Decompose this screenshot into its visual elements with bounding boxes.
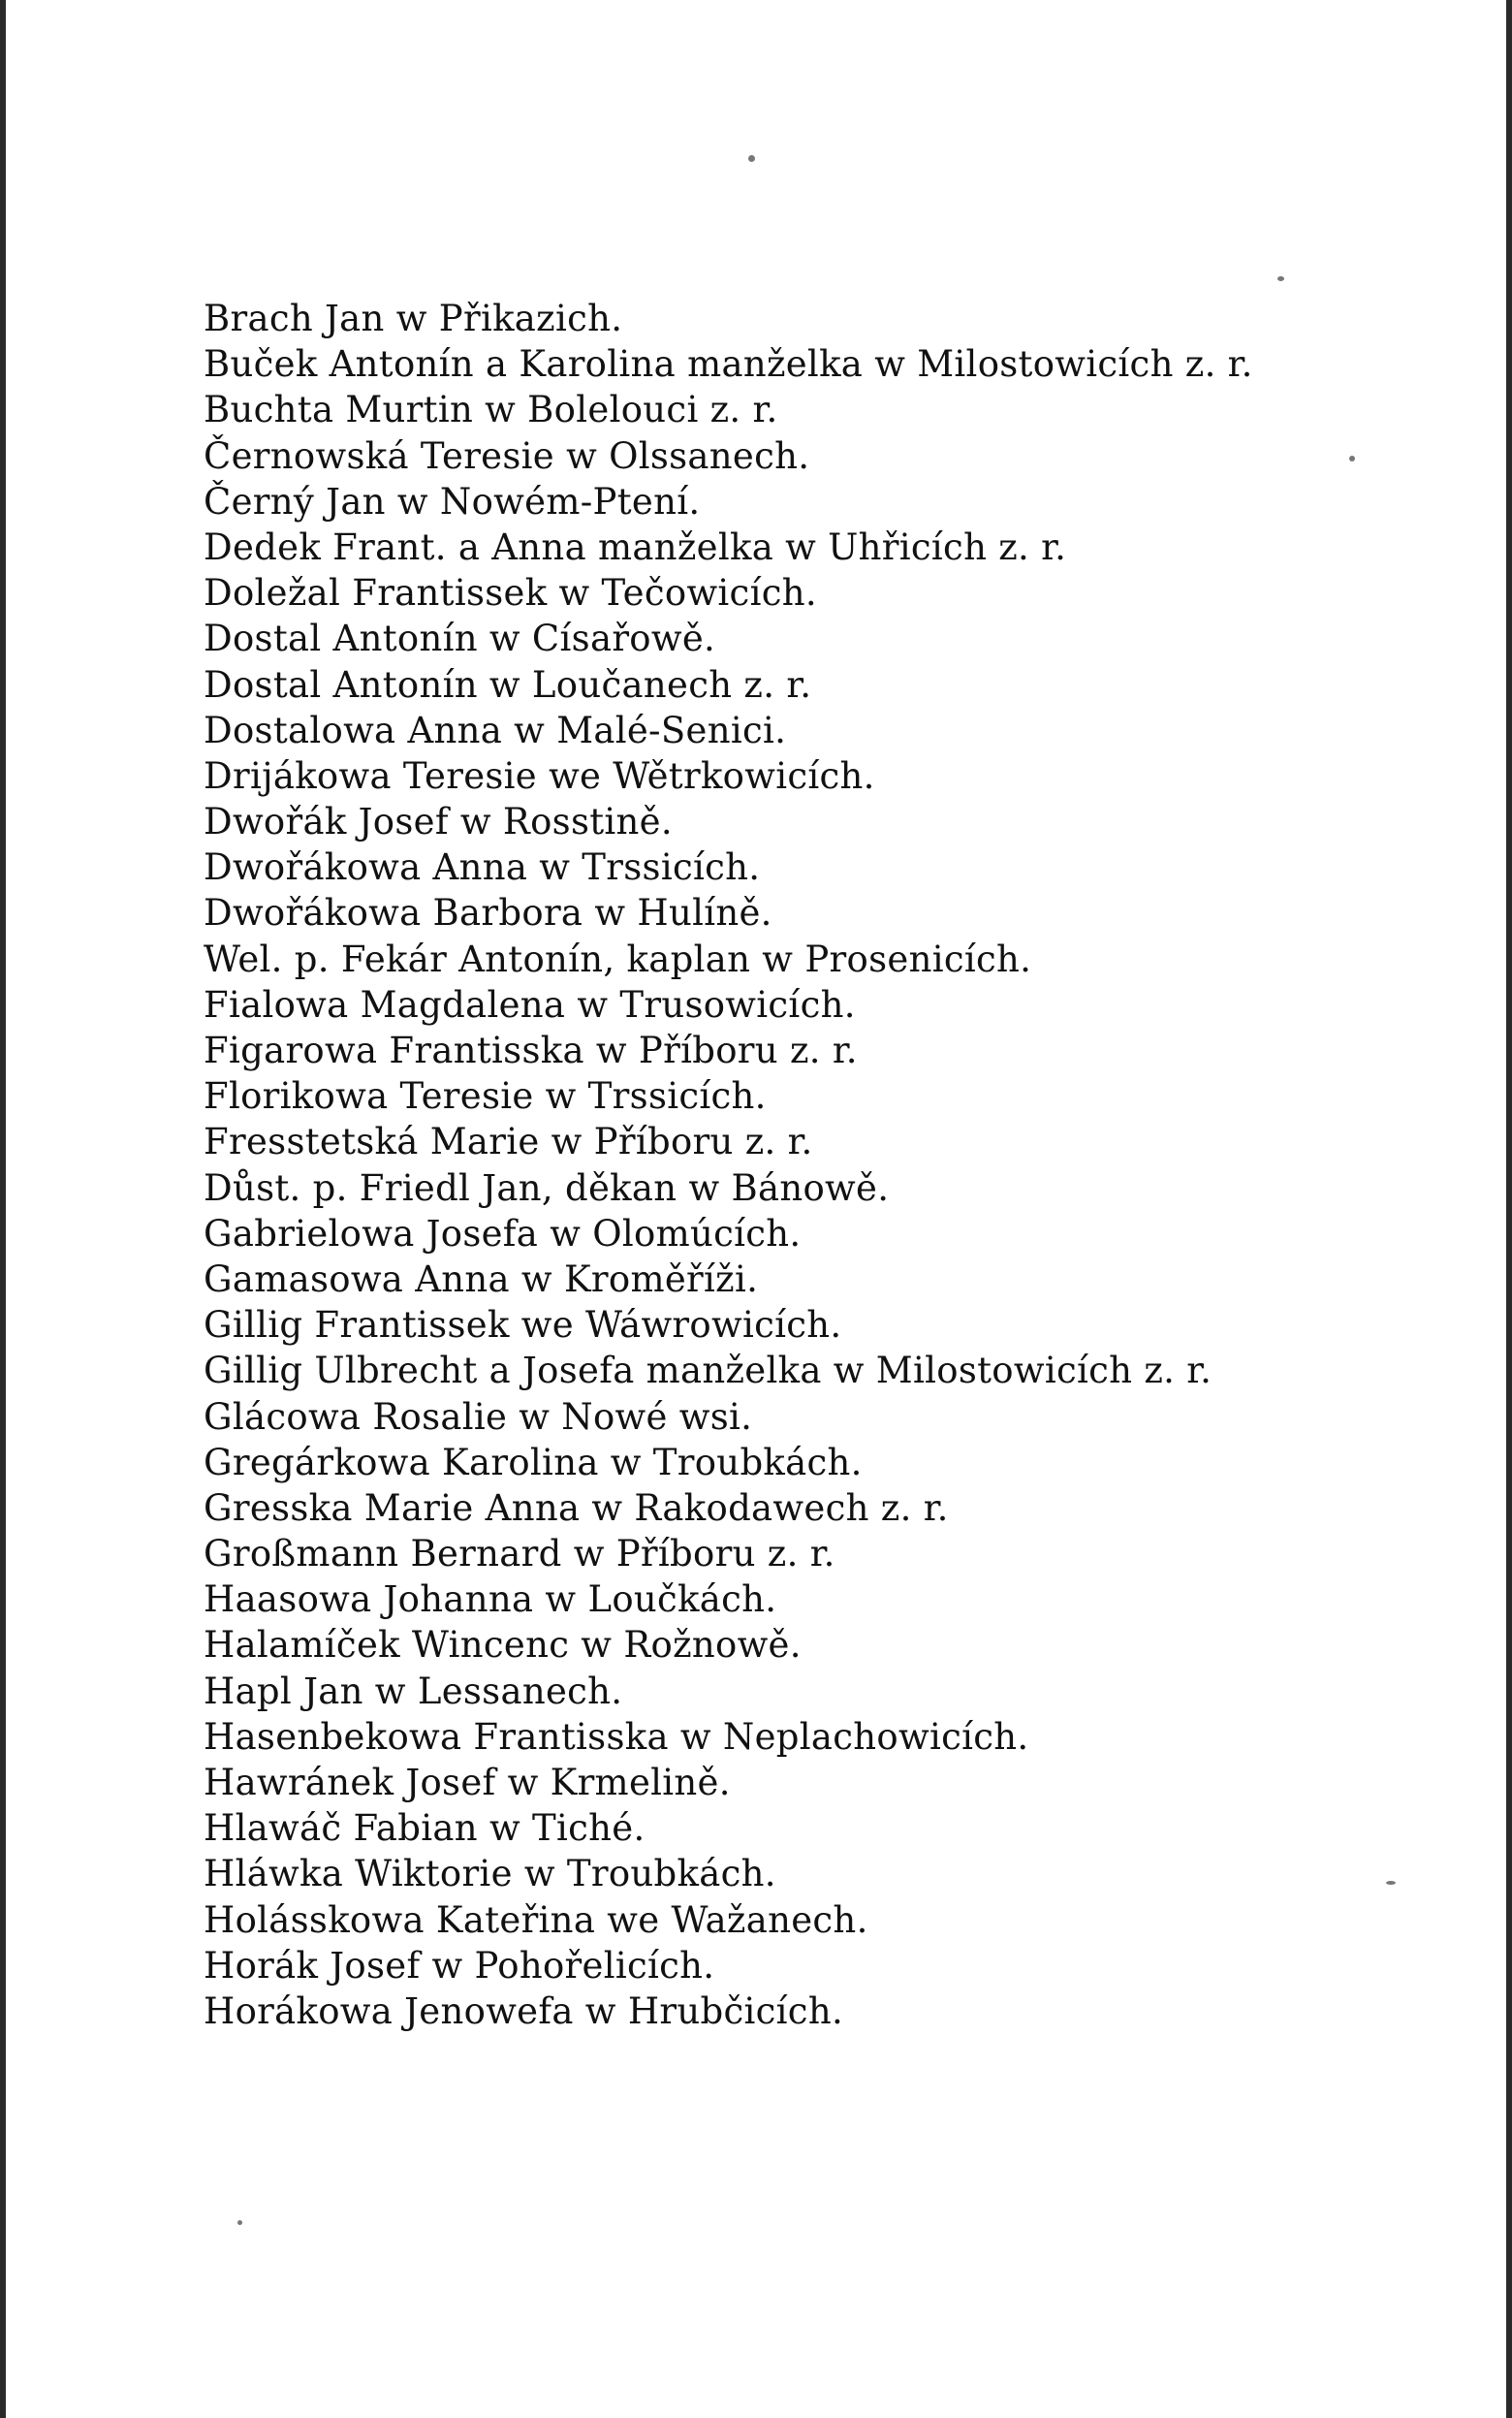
- list-item: Brach Jan w Přikazich.: [204, 298, 623, 339]
- list-item: Großmann Bernard w Příboru z. r.: [204, 1533, 835, 1575]
- list-item: Dostal Antonín w Císařowě.: [204, 618, 716, 660]
- subscriber-list: [204, 296, 1367, 2034]
- print-speck: [237, 2220, 242, 2225]
- list-item: Gamasowa Anna w Kroměříži.: [204, 1257, 759, 1300]
- print-speck: [1277, 276, 1284, 281]
- list-item: Halamíček Wincenc w Rožnowě.: [204, 1624, 802, 1667]
- list-item: Hlawáč Fabian w Tiché.: [204, 1807, 646, 1850]
- list-item: Doležal Frantissek w Tečowicích.: [204, 572, 817, 615]
- list-item: Gresska Marie Anna w Rakodawech z. r.: [204, 1486, 949, 1529]
- list-item: Glácowa Rosalie w Nowé wsi.: [204, 1395, 753, 1438]
- list-item: Gillig Frantissek we Wáwrowicích.: [204, 1304, 842, 1347]
- list-item: Dostalowa Anna w Malé-Senici.: [204, 709, 787, 751]
- list-item: Buček Antonín a Karolina manželka w Milostowicích z. r.: [204, 343, 1253, 386]
- list-item: Horákowa Jenowefa w Hrubčicích.: [204, 1989, 844, 2032]
- list-item: Holásskowa Kateřina we Wažanech.: [204, 1898, 868, 1941]
- list-item: Figarowa Frantisska w Příboru z. r.: [204, 1030, 858, 1071]
- list-item: Dwořákowa Barbora w Hulíně.: [204, 892, 772, 935]
- list-item: Hasenbekowa Frantisska w Neplachowicích.: [204, 1715, 1029, 1758]
- print-speck: [748, 155, 755, 162]
- list-item: Hapl Jan w Lessanech.: [204, 1670, 623, 1712]
- list-item: Florikowa Teresie w Trssicích.: [204, 1075, 767, 1118]
- list-item: Buchta Murtin w Bolelouci z. r.: [204, 389, 778, 431]
- list-item: Horák Josef w Pohořelicích.: [204, 1944, 715, 1987]
- print-speck: [1386, 1881, 1396, 1885]
- list-item: Důst. p. Friedl Jan, děkan w Bánowě.: [204, 1166, 890, 1209]
- list-item: Drijákowa Teresie we Wětrkowicích.: [204, 754, 875, 797]
- list-item: Fresstetská Marie w Příboru z. r.: [204, 1121, 813, 1163]
- list-item: Gillig Ulbrecht a Josefa manželka w Milostowicích z. r.: [204, 1350, 1213, 1392]
- list-item: Hláwka Wiktorie w Troubkách.: [204, 1853, 776, 1895]
- list-item: Gregárkowa Karolina w Troubkách.: [204, 1441, 863, 1483]
- list-item: Dwořákowa Anna w Trssicích.: [204, 846, 761, 889]
- list-item: Fialowa Magdalena w Trusowicích.: [204, 983, 856, 1026]
- list-item: Hawránek Josef w Krmelině.: [204, 1762, 731, 1803]
- list-item: Dwořák Josef w Rosstině.: [204, 801, 673, 843]
- list-item: Haasowa Johanna w Loučkách.: [204, 1578, 777, 1621]
- list-item: Dedek Frant. a Anna manželka w Uhřicích z. r.: [204, 525, 1067, 568]
- list-item: Wel. p. Fekár Antonín, kaplan w Prosenicích.: [204, 938, 1032, 980]
- list-item: Černowská Teresie w Olssanech.: [204, 434, 810, 477]
- list-item: Gabrielowa Josefa w Olomúcích.: [204, 1212, 802, 1255]
- list-item: Černý Jan w Nowém-Ptení.: [204, 480, 701, 523]
- list-item: Dostal Antonín w Loučanech z. r.: [204, 663, 812, 706]
